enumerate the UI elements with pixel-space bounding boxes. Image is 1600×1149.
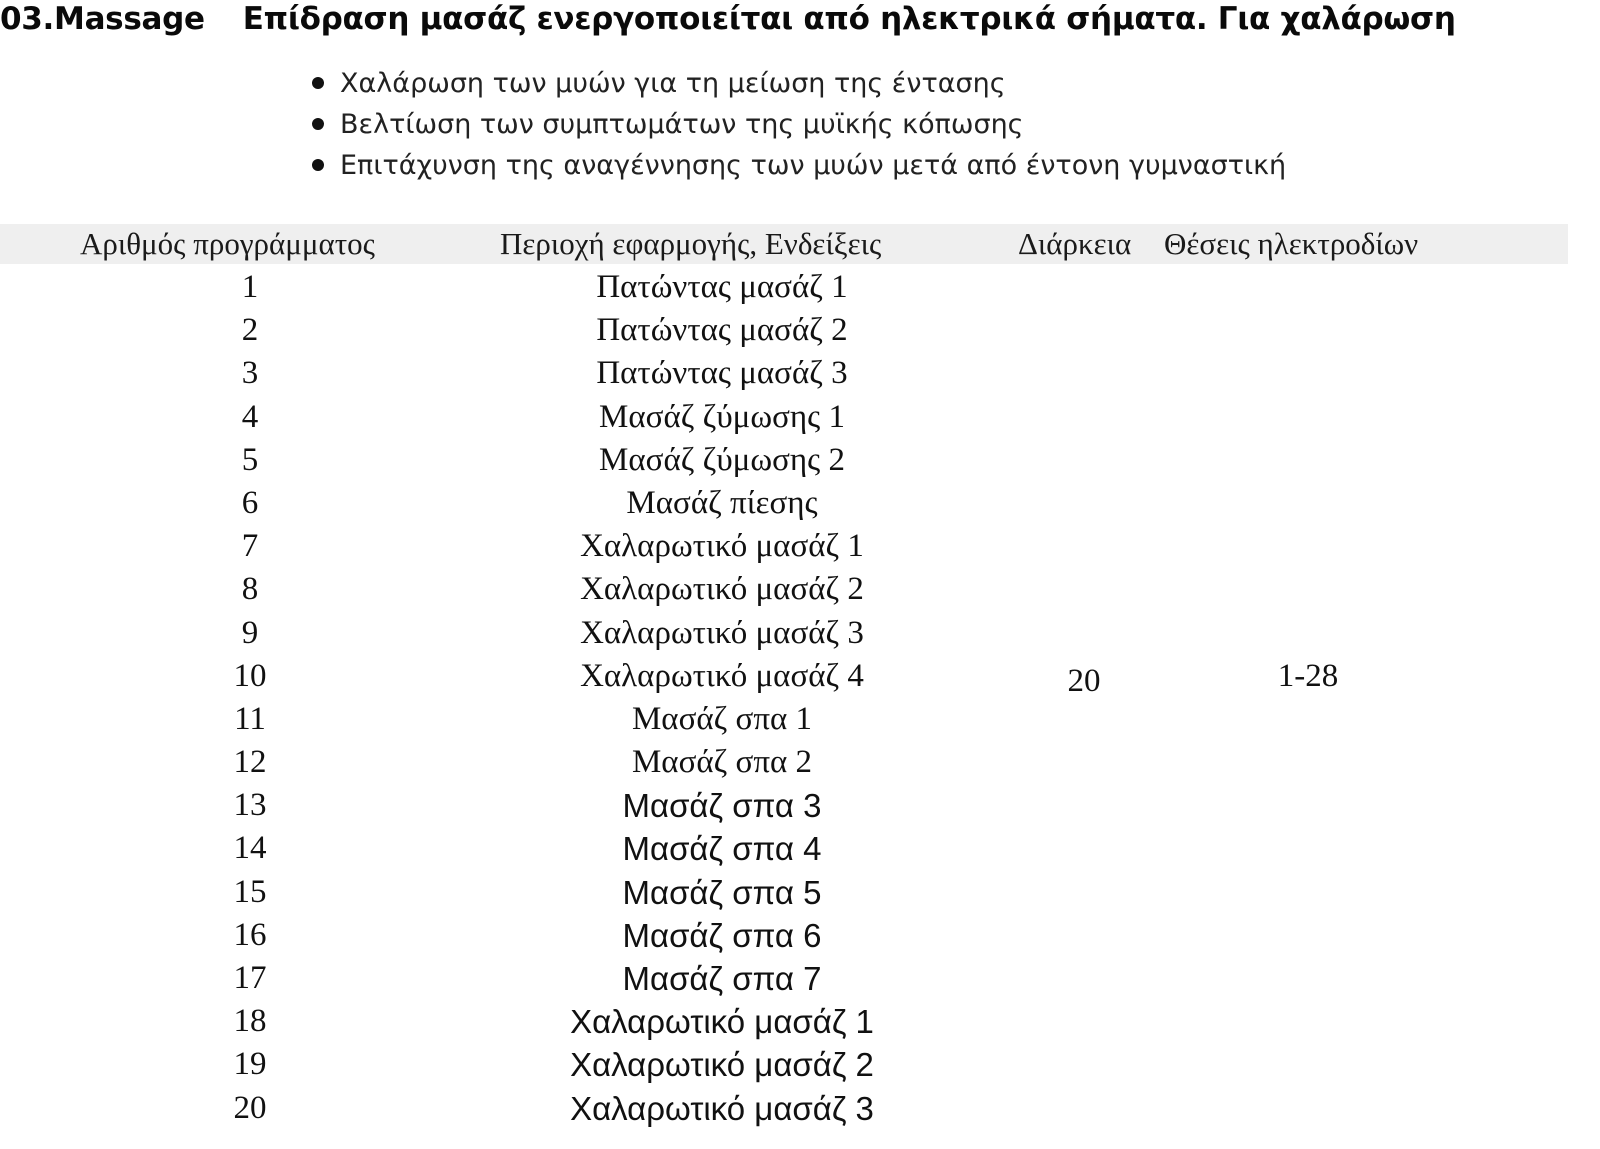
section-code: 03.Massage <box>0 1 205 37</box>
program-name: Μασάζ σπα 3 <box>622 787 822 825</box>
program-number: 16 <box>233 916 267 953</box>
benefits-list <box>312 63 1286 186</box>
program-name: Χαλαρωτικό μασάζ 2 <box>580 571 864 608</box>
table-row <box>0 957 1568 1000</box>
table-row <box>0 525 1568 568</box>
bullet-icon <box>312 159 324 171</box>
program-number: 18 <box>233 1003 267 1040</box>
program-name: Μασάζ πίεσης <box>626 484 818 521</box>
table-row <box>0 741 1568 784</box>
electrode-positions-value: 1-28 <box>1277 658 1339 694</box>
program-number: 12 <box>233 744 267 781</box>
program-name: Πατώντας μασάζ 1 <box>596 269 848 305</box>
table-row <box>0 1043 1568 1086</box>
program-name: Μασάζ ζύμωσης 1 <box>599 398 845 435</box>
program-name: Χαλαρωτικό μασάζ 3 <box>580 614 864 651</box>
program-name: Μασάζ σπα 2 <box>631 744 813 781</box>
list-item-text: Χαλάρωση των μυών για τη μείωση της έντασης <box>340 68 1006 99</box>
program-name: Χαλαρωτικό μασάζ 1 <box>580 528 864 565</box>
program-number: 2 <box>241 312 259 349</box>
program-name: Πατώντας μασάζ 3 <box>596 355 848 392</box>
program-name: Μασάζ σπα 1 <box>631 700 813 737</box>
list-item <box>312 63 1286 104</box>
table-header <box>0 224 1568 264</box>
program-number: 19 <box>233 1046 267 1083</box>
table-row <box>0 568 1568 611</box>
header-application-area: Περιοχή εφαρμογής, Ενδείξεις <box>500 226 882 261</box>
table-row <box>0 309 1568 352</box>
program-name: Πατώντας μασάζ 2 <box>596 312 848 349</box>
program-number: 9 <box>241 614 259 651</box>
bullet-icon <box>312 77 324 89</box>
table-row <box>0 266 1568 309</box>
program-number: 17 <box>233 960 267 996</box>
program-number: 11 <box>234 700 266 737</box>
program-name: Μασάζ σπα 6 <box>622 916 822 954</box>
program-number: 5 <box>241 441 259 478</box>
program-name: Χαλαρωτικό μασάζ 1 <box>570 1003 874 1041</box>
table-row <box>0 1000 1568 1043</box>
list-item-text: Επιτάχυνση της αναγέννησης των μυών μετά από έντονη γυμναστική <box>340 150 1287 181</box>
section-heading <box>0 0 1600 44</box>
table-row <box>0 439 1568 482</box>
table-row <box>0 871 1568 914</box>
program-name: Μασάζ σπα 7 <box>622 960 822 997</box>
bullet-icon <box>312 118 324 130</box>
program-number: 10 <box>233 657 267 694</box>
program-number: 4 <box>241 398 259 435</box>
program-name: Μασάζ σπα 5 <box>622 873 822 911</box>
program-name: Μασάζ σπα 4 <box>622 830 822 868</box>
program-name: Μασάζ ζύμωσης 2 <box>599 441 845 478</box>
table-row <box>0 784 1568 827</box>
program-number: 7 <box>241 528 259 565</box>
table-row <box>0 827 1568 870</box>
list-item-text: Βελτίωση των συμπτωμάτων της μυϊκής κόπωσης <box>340 109 1024 140</box>
table-row <box>0 352 1568 395</box>
header-program-number: Αριθμός προγράμματος <box>80 226 375 261</box>
list-item <box>312 104 1286 145</box>
table-row <box>0 914 1568 957</box>
header-duration: Διάρκεια <box>1018 226 1132 261</box>
program-number: 6 <box>241 484 259 521</box>
list-item <box>312 145 1286 186</box>
program-number: 13 <box>233 787 267 824</box>
program-number: 14 <box>233 830 267 867</box>
program-name: Χαλαρωτικό μασάζ 2 <box>570 1046 874 1084</box>
program-number: 3 <box>241 355 259 392</box>
program-number: 20 <box>233 1089 267 1126</box>
table-row <box>0 396 1568 439</box>
duration-value: 20 <box>1067 663 1101 699</box>
program-number: 15 <box>233 873 267 910</box>
table-row <box>0 698 1568 741</box>
program-number: 1 <box>241 269 259 305</box>
program-number: 8 <box>241 571 259 608</box>
table-row <box>0 1087 1568 1130</box>
table-row <box>0 612 1568 655</box>
header-electrode-positions: Θέσεις ηλεκτροδίων <box>1164 226 1419 261</box>
program-name: Χαλαρωτικό μασάζ 3 <box>570 1089 874 1127</box>
table-row <box>0 482 1568 525</box>
program-name: Χαλαρωτικό μασάζ 4 <box>580 657 864 694</box>
section-description: Επίδραση μασάζ ενεργοποιείται από ηλεκτρικά σήματα. Για χαλάρωση <box>242 1 1456 37</box>
